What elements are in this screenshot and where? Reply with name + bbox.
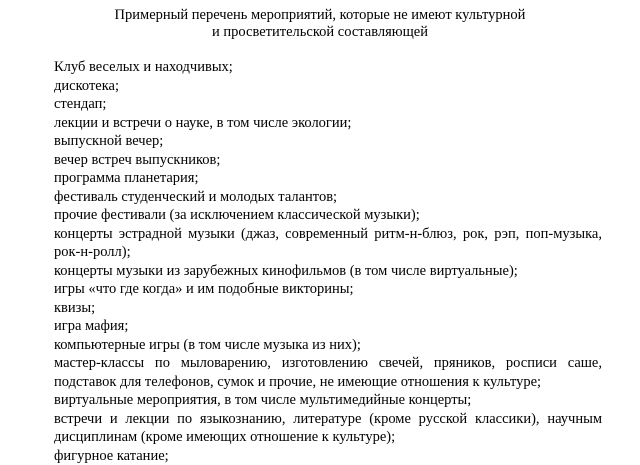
- list-item: игры «что где когда» и им подобные викторины;: [54, 280, 602, 299]
- list-item: встречи и лекции по языкознанию, литературе (кроме русской классики), научным: [54, 410, 602, 429]
- list-item: прочие фестивали (за исключением классической музыки);: [54, 206, 602, 225]
- list-item: концерты эстрадной музыки (джаз, современный ритм-н-блюз, рок, рэп, поп-музыка,: [54, 225, 602, 244]
- list-item: программа планетария;: [54, 169, 602, 188]
- list-item: игра мафия;: [54, 317, 602, 336]
- list-item: фигурное катание;: [54, 447, 602, 465]
- list-item: виртуальные мероприятия, в том числе мультимедийные концерты;: [54, 391, 602, 410]
- list-item: дисциплинам (кроме имеющих отношение к культуре);: [54, 428, 602, 447]
- list-item: фестиваль студенческий и молодых талантов;: [54, 188, 602, 207]
- document-title: [0, 7, 640, 41]
- title-line-1: Примерный перечень мероприятий, которые не имеют культурной: [0, 7, 640, 24]
- list-item: квизы;: [54, 299, 602, 318]
- event-list: [54, 58, 602, 465]
- list-item: мастер-классы по мыловарению, изготовлению свечей, пряников, росписи саше,: [54, 354, 602, 373]
- list-item: вечер встреч выпускников;: [54, 151, 602, 170]
- list-item: стендап;: [54, 95, 602, 114]
- list-item: лекции и встречи о науке, в том числе экологии;: [54, 114, 602, 133]
- list-item: Клуб веселых и находчивых;: [54, 58, 602, 77]
- list-item: концерты музыки из зарубежных кинофильмов (в том числе виртуальные);: [54, 262, 602, 281]
- title-line-2: и просветительской составляющей: [0, 24, 640, 41]
- list-item: рок-н-ролл);: [54, 243, 602, 262]
- list-item: компьютерные игры (в том числе музыка из них);: [54, 336, 602, 355]
- list-item: подставок для телефонов, сумок и прочие, не имеющие отношения к культуре;: [54, 373, 602, 392]
- list-item: выпускной вечер;: [54, 132, 602, 151]
- list-item: дискотека;: [54, 77, 602, 96]
